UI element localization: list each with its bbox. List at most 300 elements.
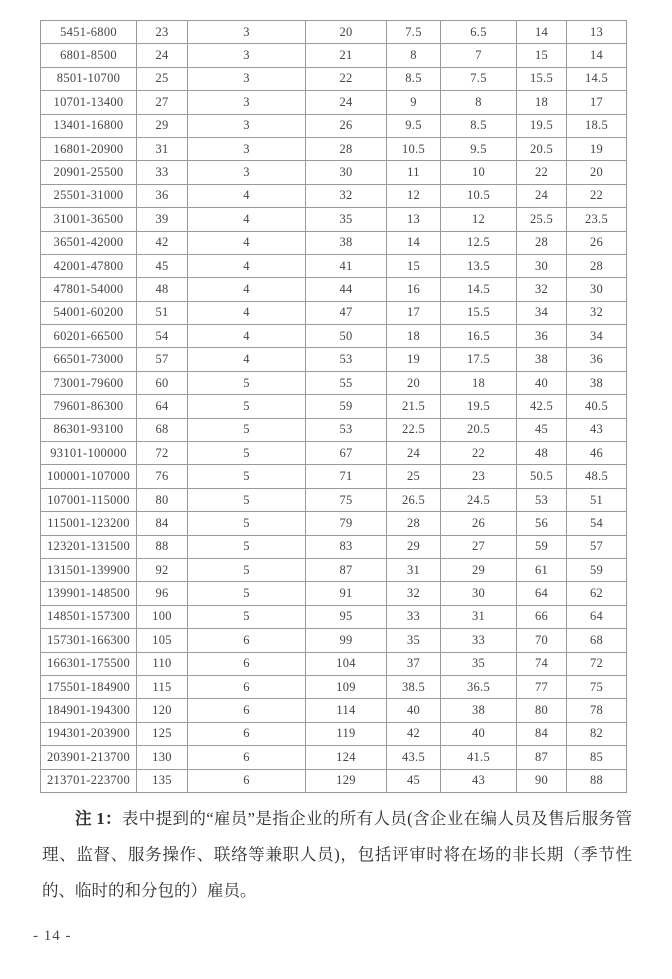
table-cell: 4 (188, 348, 306, 371)
table-cell: 17 (567, 91, 627, 114)
table-cell: 109 (306, 675, 387, 698)
table-cell: 22 (441, 442, 517, 465)
table-cell: 36 (517, 325, 567, 348)
table-cell: 5 (188, 582, 306, 605)
table-cell: 24.5 (441, 488, 517, 511)
table-cell: 14.5 (441, 278, 517, 301)
table-cell: 64 (137, 395, 188, 418)
audit-duration-table (40, 20, 627, 793)
table-cell: 55 (306, 371, 387, 394)
table-cell: 39 (137, 208, 188, 231)
table-cell: 3 (188, 91, 306, 114)
table-cell: 48 (137, 278, 188, 301)
table-cell: 20.5 (517, 137, 567, 160)
table-cell: 7.5 (441, 67, 517, 90)
table-cell: 75 (306, 488, 387, 511)
table-cell: 38 (517, 348, 567, 371)
table-cell: 73001-79600 (41, 371, 137, 394)
table-cell: 72 (567, 652, 627, 675)
table-cell: 51 (567, 488, 627, 511)
table-cell: 38 (441, 699, 517, 722)
table-row (41, 67, 627, 90)
table-cell: 54 (137, 325, 188, 348)
table-cell: 59 (306, 395, 387, 418)
table-row (41, 652, 627, 675)
table-cell: 66501-73000 (41, 348, 137, 371)
table-cell: 31 (387, 558, 441, 581)
table-cell: 43 (441, 769, 517, 792)
table-cell: 139901-148500 (41, 582, 137, 605)
table-cell: 19 (567, 137, 627, 160)
table-cell: 129 (306, 769, 387, 792)
table-cell: 60201-66500 (41, 325, 137, 348)
table-cell: 28 (387, 512, 441, 535)
table-cell: 38.5 (387, 675, 441, 698)
table-cell: 38 (306, 231, 387, 254)
table-cell: 32 (306, 184, 387, 207)
table-cell: 79601-86300 (41, 395, 137, 418)
table-cell: 54001-60200 (41, 301, 137, 324)
table-cell: 29 (137, 114, 188, 137)
table-cell: 5 (188, 488, 306, 511)
table-row (41, 535, 627, 558)
table-cell: 3 (188, 137, 306, 160)
table-cell: 21.5 (387, 395, 441, 418)
table-cell: 35 (441, 652, 517, 675)
table-cell: 40.5 (567, 395, 627, 418)
table-cell: 20 (387, 371, 441, 394)
table-cell: 45 (517, 418, 567, 441)
table-cell: 30 (306, 161, 387, 184)
table-cell: 5 (188, 371, 306, 394)
table-cell: 64 (517, 582, 567, 605)
table-cell: 16801-20900 (41, 137, 137, 160)
table-cell: 40 (387, 699, 441, 722)
table-cell: 88 (567, 769, 627, 792)
table-row (41, 114, 627, 137)
table-cell: 87 (306, 558, 387, 581)
table-cell: 110 (137, 652, 188, 675)
table-cell: 4 (188, 301, 306, 324)
table-cell: 16 (387, 278, 441, 301)
table-cell: 28 (567, 254, 627, 277)
table-cell: 45 (137, 254, 188, 277)
table-cell: 18 (441, 371, 517, 394)
table-cell: 54 (567, 512, 627, 535)
table-cell: 8.5 (441, 114, 517, 137)
table-cell: 20 (306, 21, 387, 44)
table-cell: 56 (517, 512, 567, 535)
table-cell: 124 (306, 746, 387, 769)
table-cell: 3 (188, 161, 306, 184)
table-cell: 148501-157300 (41, 605, 137, 628)
table-cell: 57 (137, 348, 188, 371)
table-cell: 7.5 (387, 21, 441, 44)
table-cell: 47801-54000 (41, 278, 137, 301)
page-number: - 14 - (33, 928, 72, 944)
table-cell: 90 (517, 769, 567, 792)
table-cell: 53 (517, 488, 567, 511)
table-cell: 48 (517, 442, 567, 465)
table-cell: 25.5 (517, 208, 567, 231)
table-cell: 48.5 (567, 465, 627, 488)
table-cell: 42.5 (517, 395, 567, 418)
table-cell: 22 (517, 161, 567, 184)
table-cell: 13 (567, 21, 627, 44)
table-cell: 20901-25500 (41, 161, 137, 184)
table-cell: 120 (137, 699, 188, 722)
table-cell: 59 (567, 558, 627, 581)
table-cell: 6 (188, 722, 306, 745)
table-cell: 15 (517, 44, 567, 67)
table-cell: 5 (188, 395, 306, 418)
table-row (41, 722, 627, 745)
table-cell: 7 (441, 44, 517, 67)
table-row (41, 629, 627, 652)
table-cell: 166301-175500 (41, 652, 137, 675)
table-cell: 5 (188, 418, 306, 441)
table-cell: 5451-6800 (41, 21, 137, 44)
table-cell: 12 (441, 208, 517, 231)
table-cell: 4 (188, 278, 306, 301)
table-row (41, 746, 627, 769)
table-row (41, 301, 627, 324)
table-cell: 42001-47800 (41, 254, 137, 277)
table-cell: 41 (306, 254, 387, 277)
table-cell: 31001-36500 (41, 208, 137, 231)
table-cell: 135 (137, 769, 188, 792)
table-row (41, 208, 627, 231)
table-cell: 26.5 (387, 488, 441, 511)
table-row (41, 278, 627, 301)
table-cell: 25501-31000 (41, 184, 137, 207)
table-cell: 6 (188, 652, 306, 675)
table-cell: 30 (567, 278, 627, 301)
table-cell: 64 (567, 605, 627, 628)
table-cell: 17 (387, 301, 441, 324)
table-cell: 10701-13400 (41, 91, 137, 114)
table-row (41, 184, 627, 207)
table-cell: 8501-10700 (41, 67, 137, 90)
table-cell: 96 (137, 582, 188, 605)
table-cell: 24 (387, 442, 441, 465)
table-cell: 24 (137, 44, 188, 67)
table-row (41, 512, 627, 535)
table-row (41, 605, 627, 628)
table-cell: 119 (306, 722, 387, 745)
table-cell: 104 (306, 652, 387, 675)
table-cell: 194301-203900 (41, 722, 137, 745)
table-cell: 3 (188, 44, 306, 67)
table-cell: 35 (306, 208, 387, 231)
table-cell: 5 (188, 465, 306, 488)
table-cell: 66 (517, 605, 567, 628)
table-cell: 32 (387, 582, 441, 605)
table-cell: 36 (567, 348, 627, 371)
table-cell: 24 (517, 184, 567, 207)
table-row (41, 254, 627, 277)
table-cell: 30 (441, 582, 517, 605)
table-cell: 79 (306, 512, 387, 535)
table-cell: 25 (137, 67, 188, 90)
table-cell: 61 (517, 558, 567, 581)
table-row (41, 558, 627, 581)
table-cell: 34 (517, 301, 567, 324)
table-cell: 78 (567, 699, 627, 722)
table-row (41, 465, 627, 488)
table-row (41, 161, 627, 184)
table-cell: 25 (387, 465, 441, 488)
table-cell: 22 (306, 67, 387, 90)
table-cell: 70 (517, 629, 567, 652)
table-row (41, 325, 627, 348)
table-row (41, 675, 627, 698)
table-cell: 62 (567, 582, 627, 605)
table-cell: 6 (188, 746, 306, 769)
table-row (41, 418, 627, 441)
table-cell: 14 (517, 21, 567, 44)
table-cell: 6 (188, 769, 306, 792)
table-row (41, 44, 627, 67)
table-cell: 77 (517, 675, 567, 698)
table-cell: 43.5 (387, 746, 441, 769)
table-cell: 115001-123200 (41, 512, 137, 535)
table-cell: 123201-131500 (41, 535, 137, 558)
table-row (41, 371, 627, 394)
table-cell: 37 (387, 652, 441, 675)
table-cell: 10.5 (387, 137, 441, 160)
table-cell: 26 (306, 114, 387, 137)
table-cell: 59 (517, 535, 567, 558)
table-cell: 157301-166300 (41, 629, 137, 652)
table-cell: 45 (387, 769, 441, 792)
table-cell: 203901-213700 (41, 746, 137, 769)
table-cell: 213701-223700 (41, 769, 137, 792)
table-cell: 15 (387, 254, 441, 277)
table-cell: 10 (441, 161, 517, 184)
table-cell: 76 (137, 465, 188, 488)
table-cell: 34 (567, 325, 627, 348)
table-cell: 27 (137, 91, 188, 114)
note-paragraph (42, 801, 632, 909)
table-cell: 15.5 (517, 67, 567, 90)
table-row (41, 769, 627, 792)
table-cell: 50.5 (517, 465, 567, 488)
table-cell: 12 (387, 184, 441, 207)
table-cell: 29 (441, 558, 517, 581)
table-cell: 71 (306, 465, 387, 488)
table-cell: 14 (387, 231, 441, 254)
table-cell: 19.5 (517, 114, 567, 137)
table-cell: 28 (306, 137, 387, 160)
table-row (41, 348, 627, 371)
table-cell: 9.5 (387, 114, 441, 137)
table-cell: 100 (137, 605, 188, 628)
table-cell: 95 (306, 605, 387, 628)
table-cell: 6 (188, 675, 306, 698)
table-cell: 32 (517, 278, 567, 301)
table-cell: 4 (188, 231, 306, 254)
table-cell: 22.5 (387, 418, 441, 441)
note-text: 表中提到的“雇员”是指企业的所有人员(含企业在编人员及售后服务管理、监督、服务操作、联络等兼职人员)，包括评审时将在场的非长期（季节性的、临时的和分包的）雇员。 (42, 809, 632, 900)
table-cell: 130 (137, 746, 188, 769)
table-cell: 40 (517, 371, 567, 394)
table-cell: 114 (306, 699, 387, 722)
table-cell: 8 (387, 44, 441, 67)
table-cell: 33 (387, 605, 441, 628)
table-cell: 88 (137, 535, 188, 558)
table-cell: 84 (137, 512, 188, 535)
table-cell: 33 (441, 629, 517, 652)
table-cell: 18 (387, 325, 441, 348)
table-cell: 10.5 (441, 184, 517, 207)
table-cell: 5 (188, 605, 306, 628)
table-cell: 107001-115000 (41, 488, 137, 511)
table-cell: 21 (306, 44, 387, 67)
table-cell: 24 (306, 91, 387, 114)
table-cell: 5 (188, 535, 306, 558)
table-cell: 22 (567, 184, 627, 207)
table-cell: 5 (188, 558, 306, 581)
table-cell: 4 (188, 254, 306, 277)
table-row (41, 91, 627, 114)
table-cell: 19 (387, 348, 441, 371)
table-cell: 36 (137, 184, 188, 207)
table-cell: 11 (387, 161, 441, 184)
table-cell: 60 (137, 371, 188, 394)
table-cell: 93101-100000 (41, 442, 137, 465)
table-row (41, 582, 627, 605)
table-cell: 23 (137, 21, 188, 44)
table-cell: 175501-184900 (41, 675, 137, 698)
table-cell: 23.5 (567, 208, 627, 231)
table-cell: 4 (188, 208, 306, 231)
table-cell: 91 (306, 582, 387, 605)
table-cell: 75 (567, 675, 627, 698)
table-cell: 80 (517, 699, 567, 722)
table-cell: 115 (137, 675, 188, 698)
table-cell: 46 (567, 442, 627, 465)
table-cell: 68 (567, 629, 627, 652)
table-cell: 3 (188, 67, 306, 90)
table-cell: 50 (306, 325, 387, 348)
table-cell: 53 (306, 348, 387, 371)
table-cell: 26 (567, 231, 627, 254)
table-cell: 84 (517, 722, 567, 745)
note-label: 注 1： (75, 809, 122, 828)
table-cell: 16.5 (441, 325, 517, 348)
table-cell: 87 (517, 746, 567, 769)
table-cell: 9 (387, 91, 441, 114)
table-cell: 18.5 (567, 114, 627, 137)
table-cell: 38 (567, 371, 627, 394)
table-cell: 100001-107000 (41, 465, 137, 488)
table-cell: 13.5 (441, 254, 517, 277)
table-row (41, 137, 627, 160)
table-cell: 68 (137, 418, 188, 441)
table-cell: 36.5 (441, 675, 517, 698)
table-cell: 8.5 (387, 67, 441, 90)
table-cell: 14.5 (567, 67, 627, 90)
table-cell: 5 (188, 512, 306, 535)
table-cell: 13 (387, 208, 441, 231)
table-row (41, 395, 627, 418)
table-cell: 29 (387, 535, 441, 558)
table-cell: 32 (567, 301, 627, 324)
table-cell: 125 (137, 722, 188, 745)
table-cell: 85 (567, 746, 627, 769)
table-cell: 12.5 (441, 231, 517, 254)
table-cell: 51 (137, 301, 188, 324)
table-cell: 31 (137, 137, 188, 160)
table-cell: 31 (441, 605, 517, 628)
table-cell: 3 (188, 21, 306, 44)
table-cell: 13401-16800 (41, 114, 137, 137)
table-cell: 83 (306, 535, 387, 558)
table-cell: 18 (517, 91, 567, 114)
table-cell: 86301-93100 (41, 418, 137, 441)
table-cell: 19.5 (441, 395, 517, 418)
table-row (41, 442, 627, 465)
table-cell: 23 (441, 465, 517, 488)
table-cell: 8 (441, 91, 517, 114)
table-cell: 6801-8500 (41, 44, 137, 67)
table-cell: 131501-139900 (41, 558, 137, 581)
table-cell: 72 (137, 442, 188, 465)
table-cell: 4 (188, 325, 306, 348)
table-cell: 43 (567, 418, 627, 441)
table-cell: 67 (306, 442, 387, 465)
table-cell: 28 (517, 231, 567, 254)
table-cell: 41.5 (441, 746, 517, 769)
table-cell: 6 (188, 629, 306, 652)
table-cell: 40 (441, 722, 517, 745)
audit-table-body (41, 21, 627, 793)
table-row (41, 21, 627, 44)
table-cell: 33 (137, 161, 188, 184)
table-cell: 82 (567, 722, 627, 745)
table-cell: 47 (306, 301, 387, 324)
table-cell: 6 (188, 699, 306, 722)
table-cell: 36501-42000 (41, 231, 137, 254)
table-cell: 27 (441, 535, 517, 558)
table-cell: 80 (137, 488, 188, 511)
table-row (41, 231, 627, 254)
table-cell: 6.5 (441, 21, 517, 44)
table-cell: 5 (188, 442, 306, 465)
table-cell: 26 (441, 512, 517, 535)
table-cell: 17.5 (441, 348, 517, 371)
table-cell: 42 (387, 722, 441, 745)
table-cell: 20.5 (441, 418, 517, 441)
table-cell: 15.5 (441, 301, 517, 324)
table-cell: 105 (137, 629, 188, 652)
table-cell: 35 (387, 629, 441, 652)
table-cell: 99 (306, 629, 387, 652)
table-cell: 74 (517, 652, 567, 675)
table-cell: 92 (137, 558, 188, 581)
table-cell: 4 (188, 184, 306, 207)
table-cell: 14 (567, 44, 627, 67)
table-cell: 20 (567, 161, 627, 184)
table-cell: 3 (188, 114, 306, 137)
table-cell: 42 (137, 231, 188, 254)
table-cell: 44 (306, 278, 387, 301)
table-cell: 30 (517, 254, 567, 277)
table-cell: 184901-194300 (41, 699, 137, 722)
table-row (41, 699, 627, 722)
table-cell: 57 (567, 535, 627, 558)
